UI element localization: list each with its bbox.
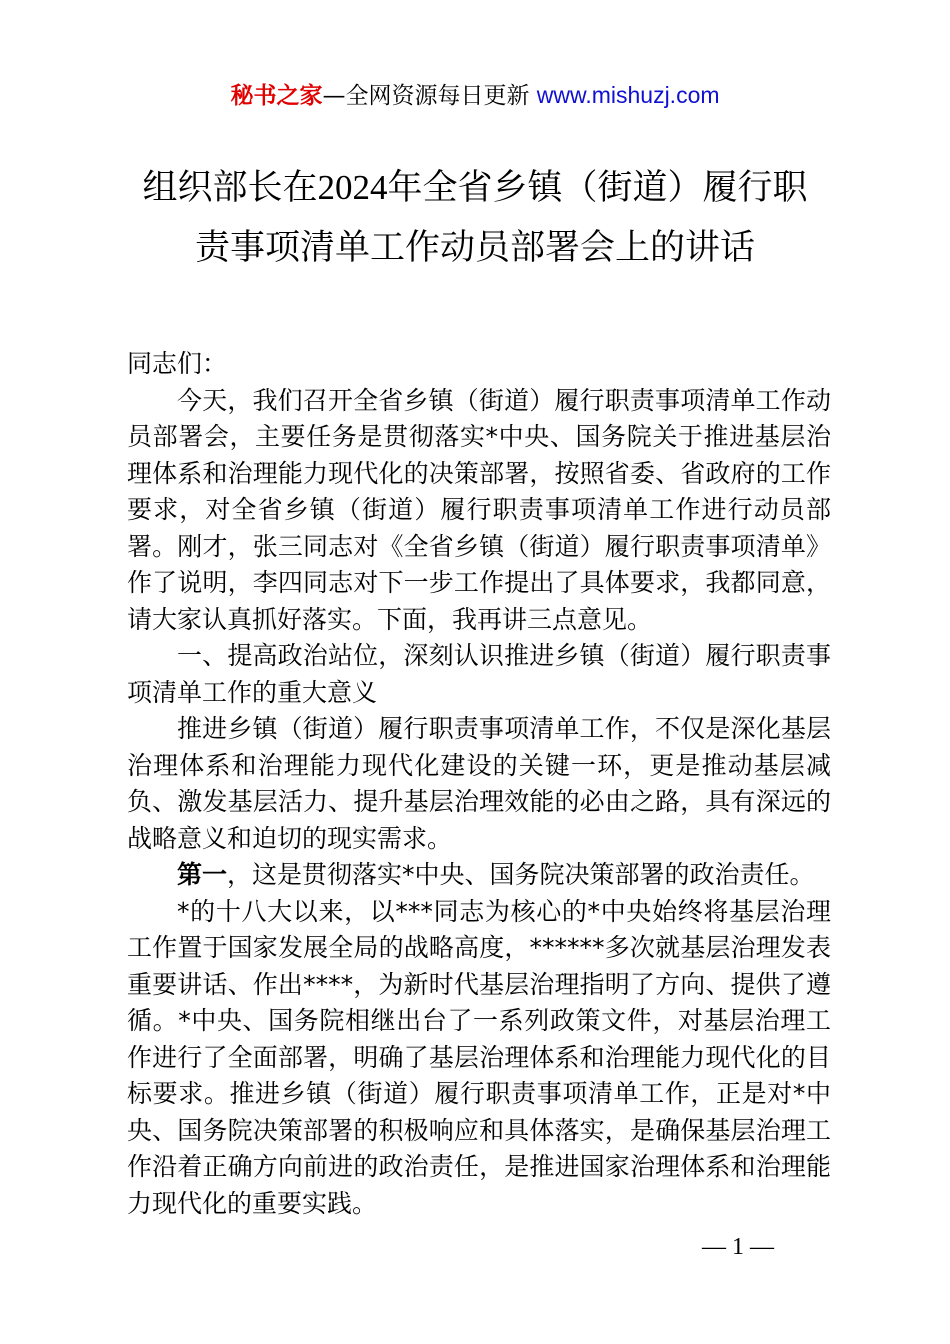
site-banner <box>0 78 950 113</box>
paragraph-opening: 今天，我们召开全省乡镇（街道）履行职责事项清单工作动员部署会，主要任务是贯彻落实*中央、国务院关于推进基层治理体系和治理能力现代化的决策部署，按照省委、省政府的工作要求，对全省乡镇（街道）履行职责事项清单工作进行动员部署。刚才，张三同志对《全省乡镇（街道）履行职责事项清单》作了说明，李四同志对下一步工作提出了具体要求，我都同意，请大家认真抓好落实。下面，我再讲三点意见。 <box>127 385 831 634</box>
document-body <box>127 346 831 1222</box>
paragraph-background: *的十八大以来，以***同志为核心的*中央始终将基层治理工作置于国家发展全局的战略高度，******多次就基层治理发表重要讲话、作出****，为新时代基层治理指明了方向、提供了遵循。*中央、国务院相继出台了一系列政策文件，对基层治理工作进行了全面部署，明确了基层治理体系和治理能力现代化的目标要求。推进乡镇（街道）履行职责事项清单工作，正是对*中央、国务院决策部署的积极响应和具体落实，是确保基层治理工作沿着正确方向前进的政治责任，是推进国家治理体系和治理能力现代化的重要实践。 <box>127 896 831 1218</box>
first-point-label: 第一 <box>177 860 228 889</box>
first-point-text: ，这是贯彻落实*中央、国务院决策部署的政治责任。 <box>227 860 815 889</box>
paragraph-significance: 推进乡镇（街道）履行职责事项清单工作，不仅是深化基层治理体系和治理能力现代化建设的关键一环，更是推动基层减负、激发基层活力、提升基层治理效能的必由之路，具有深远的战略意义和迫切的现实需求。 <box>127 714 831 853</box>
title-line-1 <box>0 158 950 218</box>
document-title <box>0 158 950 278</box>
banner-url-link[interactable]: www.mishuzj.com <box>536 82 720 108</box>
banner-brand: 秘书之家 <box>230 83 323 109</box>
title-line-2: 责事项清单工作动员部署会上的讲话 <box>194 228 755 268</box>
title-line-1-prefix: 组织部长在 <box>142 168 318 208</box>
paragraph-first-point <box>127 857 831 894</box>
page-number: — 1 — <box>702 1234 774 1260</box>
section-heading-1: 一、提高政治站位，深刻认识推进乡镇（街道）履行职责事项清单工作的重大意义 <box>127 641 831 707</box>
banner-tagline: —全网资源每日更新 <box>322 83 530 109</box>
title-year: 2024 <box>317 168 388 207</box>
salutation: 同志们： <box>127 349 228 378</box>
title-line-1-suffix: 年全省乡镇（街道）履行职 <box>387 168 808 208</box>
